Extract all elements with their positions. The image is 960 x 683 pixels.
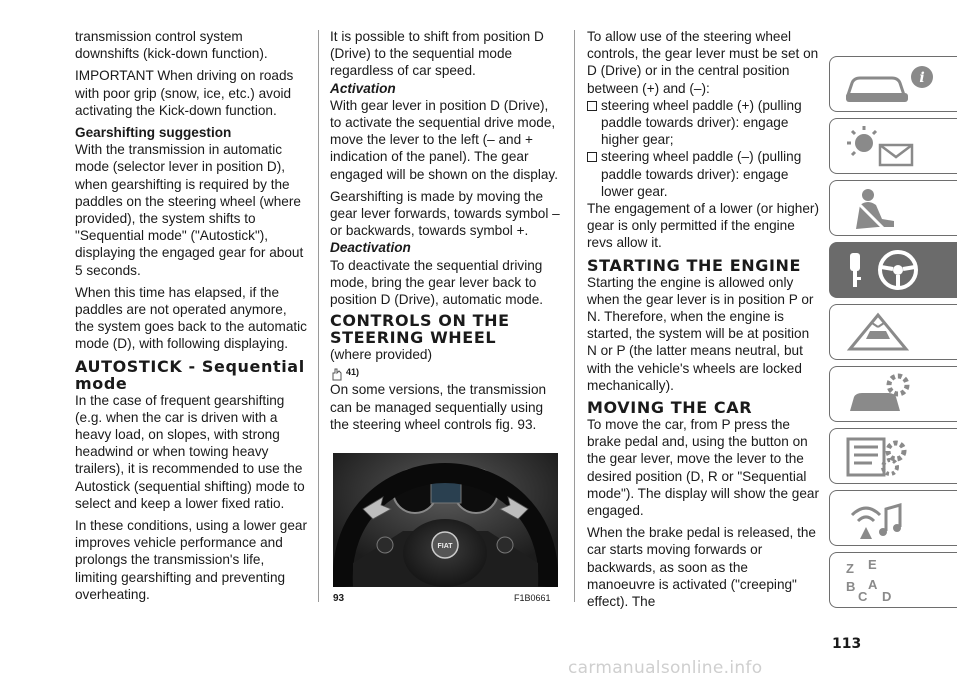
paragraph: When the brake pedal is released, the car starts moving forwards or backwards, as soon as the manoeuvre is activated ("creeping" effect). The xyxy=(587,525,816,610)
tab-emergency[interactable] xyxy=(829,304,957,360)
paragraph: When this time has elapsed, if the paddles are not operated anymore, the system goes back to the automatic mode (D), with following displaying. xyxy=(75,284,307,352)
heading-starting-engine: STARTING THE ENGINE xyxy=(587,255,802,275)
svg-text:i: i xyxy=(919,70,925,86)
fiat-logo: FIAT xyxy=(437,543,453,550)
steering-wheel-figure xyxy=(333,453,558,587)
caution-hand-icon xyxy=(330,367,344,381)
list-item-text: steering wheel paddle (+) (pulling paddle towards driver): engage higher gear; xyxy=(601,97,802,148)
figure-number: 93 xyxy=(333,593,345,604)
column-divider xyxy=(318,30,319,602)
paragraph: To deactivate the sequential driving mode, bring the gear lever back to position D (Drive), automatic mode. xyxy=(330,257,544,308)
svg-text:Z: Z xyxy=(846,561,854,576)
tab-technical-data[interactable] xyxy=(829,428,957,484)
figure-code: F1B0661 xyxy=(514,593,551,603)
heading-steering-controls: CONTROLS ON THE STEERING WHEEL xyxy=(330,311,510,348)
svg-text:A: A xyxy=(868,577,878,592)
paragraph: To move the car, from P press the brake pedal and, using the button on the gear lever, move the lever to the desired position (D, R or "Sequential mode"). The display will show the gear engaged. xyxy=(587,417,820,519)
tab-warning-lights[interactable] xyxy=(829,118,957,174)
column-middle xyxy=(330,28,560,438)
chapter-tabs xyxy=(829,56,957,614)
subheading-deactivation: Deactivation xyxy=(330,240,411,256)
paragraph: Starting the engine is allowed only when the gear lever is in position P or N. Therefore, when the engine is started, the system will be at position N or P (the latter means neutral, but with the vehicle's wheels are locked mechanically). xyxy=(587,274,814,393)
svg-text:C: C xyxy=(858,589,868,603)
index-icon xyxy=(838,557,948,603)
watermark: carmanualsonline.info xyxy=(568,658,763,678)
safety-icon xyxy=(838,185,948,231)
paragraph: In these conditions, using a lower gear improves vehicle performance and prolongs the transmission's life, limiting gearshifting and preventing overheating. xyxy=(75,518,307,602)
steering-wheel-illustration xyxy=(333,453,558,587)
starting-driving-icon xyxy=(838,247,948,293)
paragraph: In the case of frequent gearshifting (e.g. when the car is driven with a heavy load, on slopes, with strong headwind or when towing heavy trailers), it is recommended to use the Autostick (sequential shifting) mode to select and keep a lower fixed ratio. xyxy=(75,392,305,511)
tab-multimedia[interactable] xyxy=(829,490,957,546)
column-divider xyxy=(574,30,575,602)
emergency-icon xyxy=(838,309,948,355)
tab-index[interactable] xyxy=(829,552,957,608)
bullet-square-icon xyxy=(587,101,597,111)
maintenance-icon xyxy=(838,371,948,417)
paragraph: On some versions, the transmission can be managed sequentially using the steering wheel controls fig. 93. xyxy=(330,382,547,432)
multimedia-icon xyxy=(838,495,948,541)
warning-number: 41) xyxy=(346,367,360,378)
paragraph: With gear lever in position D (Drive), to activate the sequential drive mode, move the lever to the left (– and + indication of the panel). The gear engaged will be shown on the display. xyxy=(330,97,558,182)
svg-text:D: D xyxy=(882,589,892,603)
heading-autostick: AUTOSTICK - Sequential mode xyxy=(75,356,305,393)
paragraph: IMPORTANT When driving on roads with poor grip (snow, ice, etc.) avoid activating the Kick-down function. xyxy=(75,68,294,118)
tab-maintenance[interactable] xyxy=(829,366,957,422)
list-item xyxy=(587,148,819,200)
tab-safety[interactable] xyxy=(829,180,957,236)
paragraph: The engagement of a lower (or higher) gear is only permitted if the engine revs allow it. xyxy=(587,201,819,251)
technical-data-icon xyxy=(838,433,948,479)
column-left xyxy=(75,28,307,608)
paragraph: transmission control system downshifts (kick-down function). xyxy=(75,29,268,62)
tab-starting-driving[interactable] xyxy=(829,242,957,298)
heading-moving-car: MOVING THE CAR xyxy=(587,398,753,418)
bullet-square-icon xyxy=(587,152,597,162)
list-item-text: steering wheel paddle (–) (pulling paddle towards driver): engage lower gear. xyxy=(601,149,802,199)
paragraph: It is possible to shift from position D (Drive) to the sequential mode regardless of car speed. xyxy=(330,29,544,79)
paragraph: (where provided) xyxy=(330,347,432,363)
paragraph: Gearshifting is made by moving the gear lever forwards, towards symbol – or backwards, towards symbol +. xyxy=(330,188,560,239)
list-item xyxy=(587,97,819,149)
page-number: 113 xyxy=(832,636,862,652)
warning-lights-icon xyxy=(838,123,948,169)
tab-car-info[interactable] xyxy=(829,56,957,112)
subheading-activation: Activation xyxy=(330,80,396,96)
subheading-gearshifting: Gearshifting suggestion xyxy=(75,125,232,141)
svg-text:E: E xyxy=(868,557,877,572)
paragraph: With the transmission in automatic mode (selector lever in position D), when gearshifting is required by the paddles on the steering wheel (where provided), the system shifts to "Sequential mode" ("Autostick"), displaying the engaged gear for about 5 seconds. xyxy=(75,142,304,278)
warning-reference xyxy=(330,363,560,381)
column-right xyxy=(587,28,819,615)
svg-text:B: B xyxy=(846,579,856,594)
car-info-icon xyxy=(838,61,948,107)
paragraph: To allow use of the steering wheel controls, the gear lever must be set on D (Drive) or in the central position between (+) and (–): xyxy=(587,29,819,96)
